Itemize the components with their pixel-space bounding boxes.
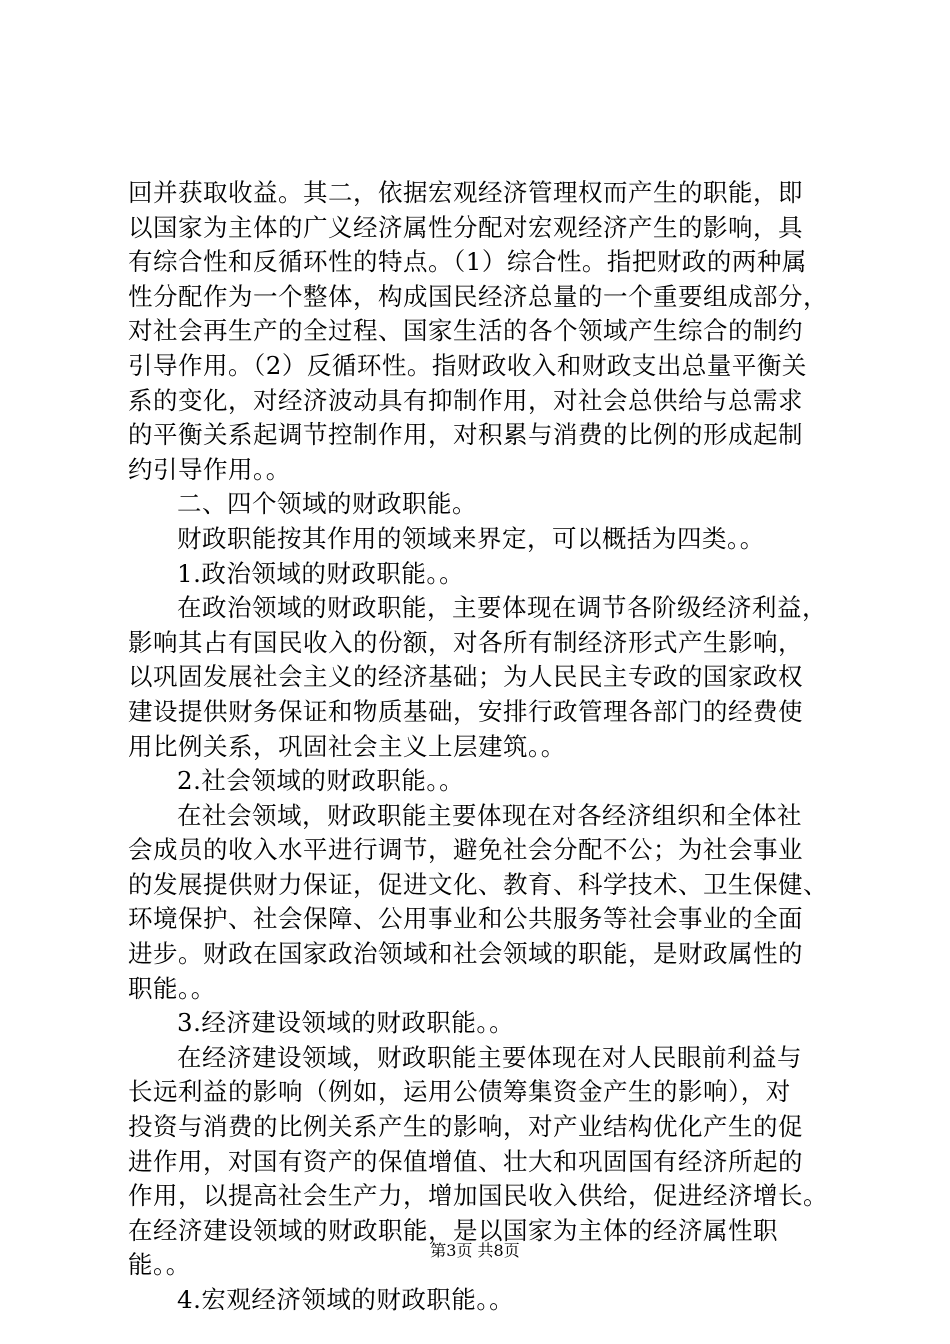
text-line: 约引导作用。。 bbox=[128, 454, 291, 484]
text-line: 在社会领域，财政职能主要体现在对各经济组织和全体社 bbox=[177, 800, 802, 830]
text-line: 用比例关系，巩固社会主义上层建筑。。 bbox=[128, 731, 566, 761]
text-line: 长远利益的影响（例如，运用公债筹集资金产生的影响），对 bbox=[128, 1077, 791, 1107]
text-line: 1.政治领域的财政职能。。 bbox=[177, 558, 465, 588]
text-line: 有综合性和反循环性的特点。（1）综合性。指把财政的两种属 bbox=[128, 247, 807, 277]
text-line: 影响其占有国民收入的份额，对各所有制经济形式产生影响， bbox=[128, 627, 803, 657]
text-line: 进步。财政在国家政治领域和社会领域的职能，是财政属性的 bbox=[128, 939, 803, 969]
document-body bbox=[128, 176, 832, 1318]
text-line: 3.经济建设领域的财政职能。。 bbox=[177, 1008, 515, 1038]
text-line: 在经济建设领域，财政职能主要体现在对人民眼前利益与 bbox=[177, 1042, 802, 1072]
text-line: 的平衡关系起调节控制作用，对积累与消费的比例的形成起制 bbox=[128, 420, 803, 450]
text-line: 能。。 bbox=[128, 1250, 191, 1280]
text-line: 2.社会领域的财政职能。。 bbox=[177, 766, 465, 796]
text-line: 以巩固发展社会主义的经济基础；为人民民主专政的国家政权 bbox=[128, 662, 803, 692]
text-line: 会成员的收入水平进行调节，避免社会分配不公；为社会事业 bbox=[128, 835, 803, 865]
text-line: 财政职能按其作用的领域来界定，可以概括为四类。。 bbox=[177, 523, 765, 553]
page-footer: 第3页 共8页 bbox=[430, 1241, 520, 1260]
text-line: 引导作用。（2）反循环性。指财政收入和财政支出总量平衡关 bbox=[128, 350, 807, 380]
text-line: 在经济建设领域的财政职能，是以国家为主体的经济属性职 bbox=[128, 1215, 778, 1245]
text-line: 对社会再生产的全过程、国家生活的各个领域产生综合的制约 bbox=[128, 316, 803, 346]
text-line: 在政治领域的财政职能，主要体现在调节各阶级经济利益， bbox=[177, 593, 827, 623]
text-line: 的发展提供财力保证，促进文化、教育、科学技术、卫生保健、 bbox=[128, 869, 828, 899]
text-line: 4.宏观经济领域的财政职能。。 bbox=[177, 1285, 515, 1314]
text-line: 二、四个领域的财政职能。 bbox=[177, 489, 477, 519]
text-line: 系的变化，对经济波动具有抑制作用，对社会总供给与总需求 bbox=[128, 385, 803, 415]
text-line: 投资与消费的比例关系产生的影响，对产业结构优化产生的促 bbox=[128, 1112, 803, 1142]
text-line: 环境保护、社会保障、公用事业和公共服务等社会事业的全面 bbox=[128, 904, 803, 934]
text-line: 建设提供财务保证和物质基础，安排行政管理各部门的经费使 bbox=[128, 696, 803, 726]
text-line: 以国家为主体的广义经济属性分配对宏观经济产生的影响，具 bbox=[128, 212, 803, 242]
text-line: 回并获取收益。其二，依据宏观经济管理权而产生的职能，即 bbox=[128, 178, 803, 207]
text-line: 进作用，对国有资产的保值增值、壮大和巩固国有经济所起的 bbox=[128, 1146, 803, 1176]
text-line: 作用，以提高社会生产力，增加国民收入供给，促进经济增长。 bbox=[128, 1181, 828, 1211]
text-line: 性分配作为一个整体，构成国民经济总量的一个重要组成部分， bbox=[128, 281, 828, 311]
text-line: 职能。。 bbox=[128, 973, 216, 1003]
